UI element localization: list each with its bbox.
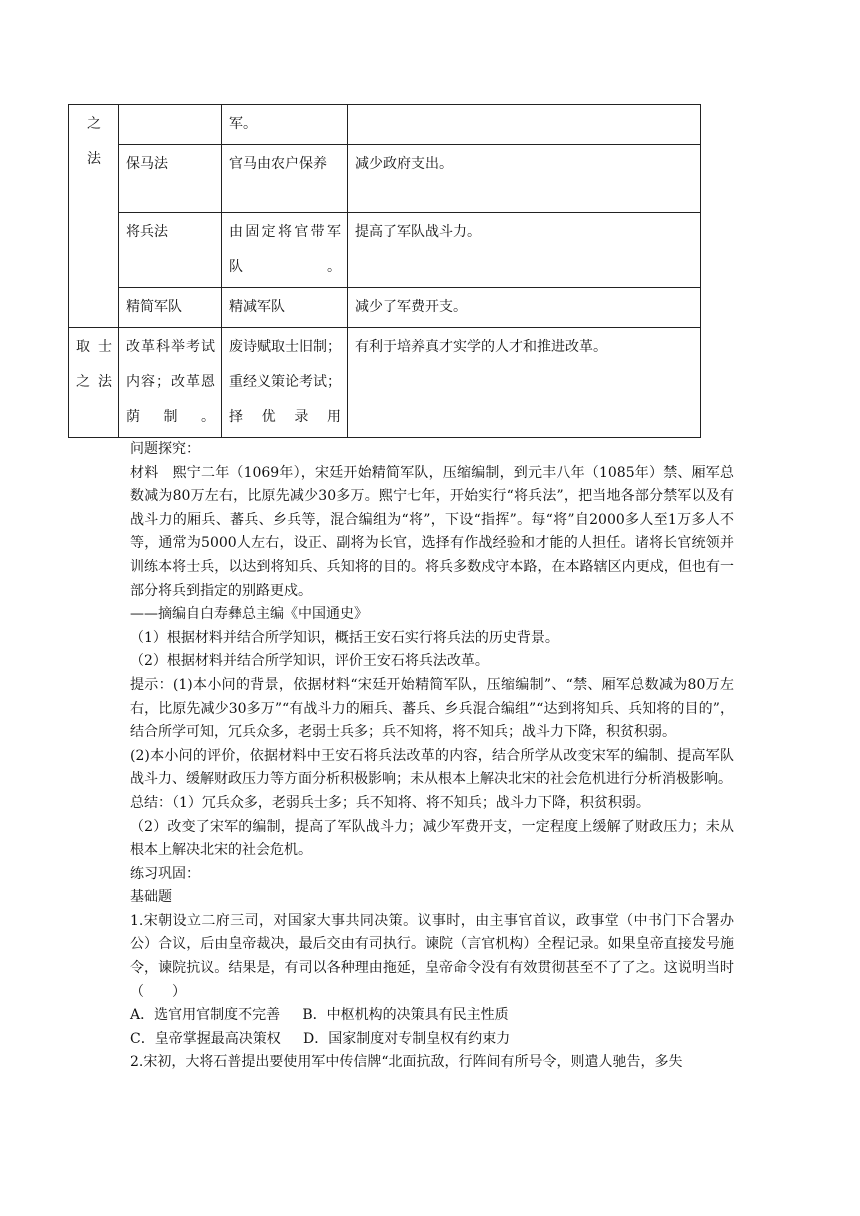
category-char: 法 <box>87 151 101 167</box>
material-source: ——摘编自白寿彝总主编《中国通史》 <box>130 606 368 623</box>
option-d: D．国家制度对专制皇权有约束力 <box>302 1030 511 1047</box>
option-c: C．皇帝掌握最高决策权 <box>130 1030 281 1047</box>
method-cell: 将兵法 <box>119 213 222 288</box>
effect-cell: 减少政府支出。 <box>348 145 701 213</box>
effect-cell: 提高了军队战斗力。 <box>348 213 701 288</box>
table-row <box>69 145 701 213</box>
category-cell <box>69 105 119 328</box>
practice-question-2: 2.宋初，大将石普提出要使用军中传信牌“北面抗敌，行阵间有所号令，则遣人驰告，多失 <box>130 1054 683 1071</box>
question-1-options <box>130 1004 734 1051</box>
practice-question-1: 1.宋朝设立二府三司，对国家大事共同决策。议事时，由主事官首议，政事堂（中书门下合署办公）合议，后由皇帝裁决，最后交由有司执行。谏院（言官机构）全程记录。如果皇帝直接发号施令，谏院抗议。结果是，有司以各种理由拖延，皇帝命令没有有效贯彻甚至不了了之。这说明当时（ ） <box>130 912 734 1000</box>
table-row <box>69 328 701 438</box>
option-b: B．中枢机构的决策具有民主性质 <box>302 1007 509 1024</box>
table-row <box>69 288 701 328</box>
method-cell: 改革科举考试内容；改革恩荫制。 <box>119 328 222 438</box>
content-cell: 官马由农户保养 <box>222 145 348 213</box>
content-cell: 废诗赋取士旧制；重经义策论考试；择优录用 <box>222 328 348 438</box>
practice-subheading: 基础题 <box>130 889 172 906</box>
method-cell <box>119 105 222 145</box>
reform-table <box>68 104 701 438</box>
content-cell: 由固定将官带军队。 <box>222 213 348 288</box>
inquiry-heading: 问题探究： <box>130 441 200 457</box>
table-row <box>69 105 701 145</box>
option-a: A．选官用官制度不完善 <box>130 1007 281 1024</box>
method-cell: 精简军队 <box>119 288 222 328</box>
table-row <box>69 213 701 288</box>
effect-cell <box>348 105 701 145</box>
material-paragraph: 材料 熙宁二年（1069年），宋廷开始精简军队，压缩编制，到元丰八年（1085年）禁、厢军总数减为80万左右，比原先减少30多万。熙宁七年，开始实行“将兵法”，把当地各部分禁军以及有战斗力的厢兵、蕃兵、乡兵等，混合编组为“将”，下设“指挥”。每“将”自2000多人至1万多人不等，通常为5000人左右，设正、副将为长官，选择有作战经验和才能的人担任。诸将长官统领并训练本将士兵，以达到将知兵、兵知将的目的。将兵多数戍守本路，在本路辖区内更戍，但也有一部分将兵到指定的别路更戍。 <box>130 464 734 599</box>
content-cell: 军。 <box>222 105 348 145</box>
hint-1: 提示：(1)本小问的背景，依据材料“宋廷开始精简军队，压缩编制”、“禁、厢军总数减为80万左右，比原先减少30多万”“有战斗力的厢兵、蕃兵、乡兵混合编组”“达到将知兵、兵知将的目的”，结合所学可知，冗兵众多，老弱士兵多；兵不知将，将不知兵；战斗力下降，积贫积弱。 <box>130 676 734 741</box>
question-1: （1）根据材料并结合所学知识，概括王安石实行将兵法的历史背景。 <box>130 629 559 646</box>
question-2: （2）根据材料并结合所学知识，评价王安石将兵法改革。 <box>130 653 489 670</box>
practice-heading: 练习巩固： <box>130 865 200 882</box>
body-text <box>130 438 734 1075</box>
summary-1: 总结：（1）冗兵众多，老弱兵士多；兵不知将、将不知兵；战斗力下降，积贫积弱。 <box>130 794 650 811</box>
method-cell: 保马法 <box>119 145 222 213</box>
summary-2: （2）改变了宋军的编制，提高了军队战斗力；减少军费开支，一定程度上缓解了财政压力；未从根本上解决北宋的社会危机。 <box>130 818 734 859</box>
hint-2: (2)本小问的评价，依据材料中王安石将兵法改革的内容，结合所学从改变宋军的编制、提高军队战斗力、缓解财政压力等方面分析积极影响；未从根本上解决北宋的社会危机进行分析消极影响。 <box>130 747 734 788</box>
content-cell: 精减军队 <box>222 288 348 328</box>
category-char: 之 <box>87 116 101 132</box>
options-row <box>130 1004 734 1028</box>
category-cell: 取士之法 <box>69 328 119 438</box>
effect-cell: 减少了军费开支。 <box>348 288 701 328</box>
effect-cell: 有利于培养真才实学的人才和推进改革。 <box>348 328 701 438</box>
options-row <box>130 1028 734 1052</box>
